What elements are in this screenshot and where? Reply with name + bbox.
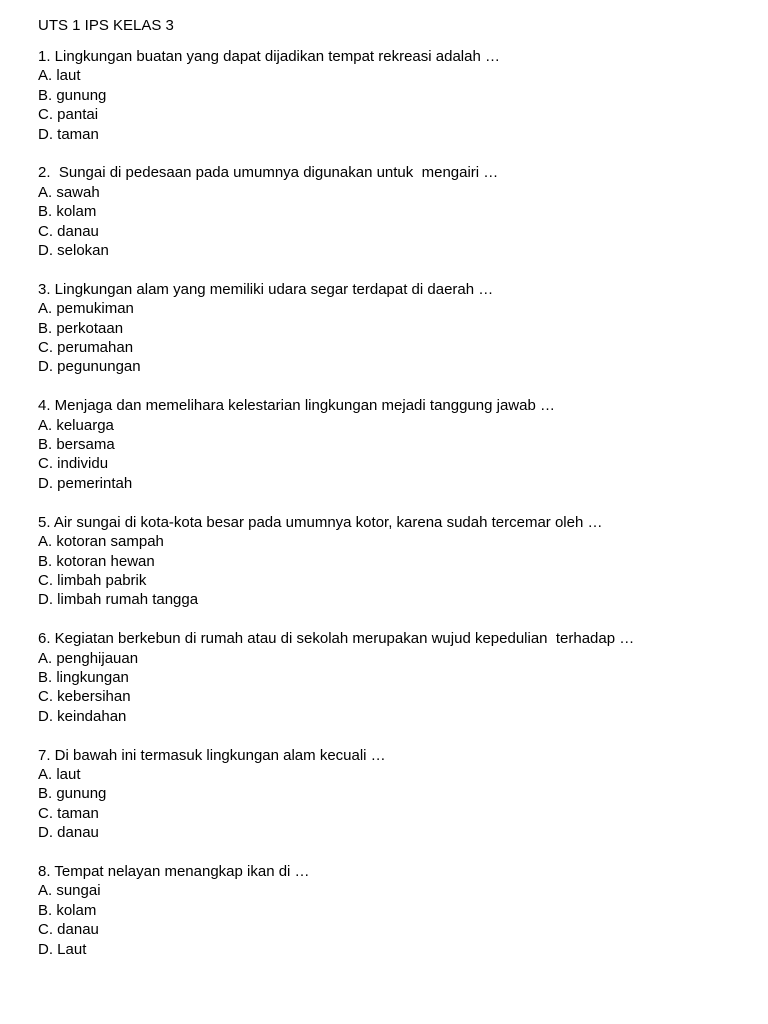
option-d: D. pemerintah (38, 474, 133, 492)
question-text: 7. Di bawah ini termasuk lingkungan alam kecuali … (38, 746, 386, 764)
question-5 (38, 513, 738, 610)
option-c: C. danau (38, 921, 99, 939)
question-text: 1. Lingkungan buatan yang dapat dijadikan tempat rekreasi adalah … (38, 48, 500, 65)
question-text: 5. Air sungai di kota-kota besar pada umumnya kotor, karena sudah tercemar oleh … (38, 513, 603, 531)
option-c: C. individu (38, 455, 109, 473)
option-a: A. sawah (38, 183, 100, 201)
question-text: 4. Menjaga dan memelihara kelestarian lingkungan mejadi tanggung jawab … (38, 397, 555, 415)
option-d: D. taman (38, 125, 99, 143)
option-d: D. limbah rumah tangga (38, 591, 199, 609)
option-b: B. kolam (38, 901, 97, 919)
option-a: A. pemukiman (38, 300, 134, 318)
option-b: B. perkotaan (38, 319, 124, 337)
question-3 (38, 280, 738, 377)
option-b: B. lingkungan (38, 668, 129, 686)
option-a: A. laut (38, 67, 81, 85)
question-7 (38, 746, 738, 843)
question-4 (38, 396, 738, 493)
option-c: C. danau (38, 222, 99, 240)
option-d: D. selokan (38, 242, 109, 260)
option-b: B. gunung (38, 86, 107, 104)
question-list (38, 47, 738, 978)
option-c: C. kebersihan (38, 688, 131, 706)
question-6 (38, 629, 738, 726)
option-a: A. laut (38, 765, 81, 783)
option-c: C. perumahan (38, 339, 134, 357)
option-d: D. keindahan (38, 707, 127, 725)
question-2 (38, 163, 738, 260)
option-a: A. kotoran sampah (38, 533, 164, 551)
question-text: 6. Kegiatan berkebun di rumah atau di sekolah merupakan wujud kepedulian terhadap … (38, 630, 635, 648)
option-b: B. bersama (38, 436, 115, 454)
option-d: D. pegunungan (38, 358, 141, 376)
option-a: A. penghijauan (38, 649, 139, 667)
question-text: 8. Tempat nelayan menangkap ikan di … (38, 862, 310, 880)
option-a: A. sungai (38, 882, 101, 900)
option-c: C. limbah pabrik (38, 571, 147, 589)
question-text: 3. Lingkungan alam yang memiliki udara segar terdapat di daerah … (38, 280, 494, 298)
option-c: C. pantai (38, 106, 99, 124)
option-b: B. kotoran hewan (38, 552, 155, 570)
question-1 (38, 47, 738, 144)
option-c: C. taman (38, 804, 99, 822)
option-b: B. kolam (38, 203, 97, 221)
question-text: 2. Sungai di pedesaan pada umumnya digunakan untuk mengairi … (38, 164, 499, 182)
option-d: D. Laut (38, 940, 87, 958)
question-8 (38, 862, 738, 959)
option-a: A. keluarga (38, 416, 114, 434)
document-title: UTS 1 IPS KELAS 3 (38, 17, 174, 34)
option-b: B. gunung (38, 785, 107, 803)
option-d: D. danau (38, 824, 99, 842)
